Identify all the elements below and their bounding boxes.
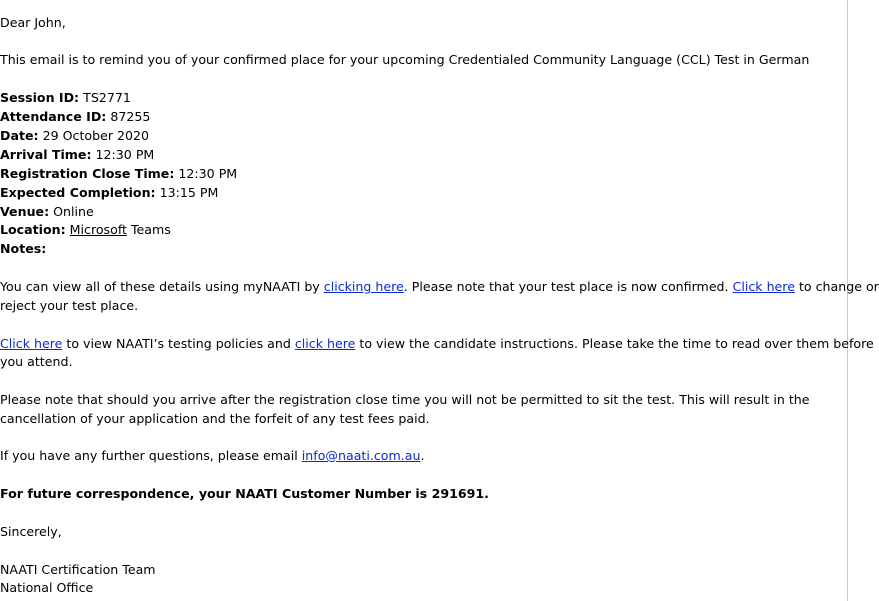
session-id-label: Session ID: [0, 90, 80, 105]
date-label: Date: [0, 128, 39, 143]
intro-paragraph: This email is to remind you of your confirmed place for your upcoming Credentialed Community Language (CCL) Test in German [0, 52, 810, 67]
notes-row [0, 240, 46, 258]
notes-label: Notes: [0, 241, 47, 256]
view-details-paragraph-line1: You can view all of these details using myNAATI by clicking here. Please note that your test place is now confirmed. Click here to change or [0, 279, 879, 294]
attendance-id-value: 87255 [110, 109, 151, 124]
location-label: Location: [0, 222, 66, 237]
location-row [0, 221, 171, 239]
date-row [0, 127, 149, 145]
registration-close-label: Registration Close Time: [0, 166, 175, 181]
session-id-row [0, 89, 131, 107]
testing-policies-link[interactable]: Click here [0, 336, 63, 351]
questions-paragraph: If you have any further questions, please email info@naati.com.au. [0, 448, 425, 463]
customer-number-line: For future correspondence, your NAATI Customer Number is 291691. [0, 486, 489, 501]
venue-value: Online [53, 204, 94, 219]
expected-completion-value: 13:15 PM [159, 185, 219, 200]
expected-completion-label: Expected Completion: [0, 185, 156, 200]
view-details-paragraph-line2: reject your test place. [0, 298, 139, 313]
arrival-time-row [0, 146, 154, 164]
location-value-microsoft: Microsoft [69, 222, 127, 237]
venue-row [0, 203, 94, 221]
policies-paragraph-line2: you attend. [0, 354, 73, 369]
change-test-place-link[interactable]: Click here [732, 279, 795, 294]
policies-paragraph-line1: Click here to view NAATI’s testing policies and click here to view the candidate instructions. Please take the time to read over them before [0, 336, 874, 351]
signature-office: National Office [0, 580, 94, 595]
clicking-here-link[interactable]: clicking here [323, 279, 404, 294]
attendance-id-row [0, 108, 150, 126]
registration-close-row [0, 165, 237, 183]
late-arrival-paragraph-line2: cancellation of your application and the forfeit of any test fees paid. [0, 411, 430, 426]
arrival-time-value: 12:30 PM [95, 147, 155, 162]
date-value: 29 October 2020 [42, 128, 150, 143]
attendance-id-label: Attendance ID: [0, 109, 107, 124]
location-value-teams: Teams [126, 222, 171, 237]
late-arrival-paragraph-line1: Please note that should you arrive after the registration close time you will not be permitted to sit the test. This will result in the [0, 392, 810, 407]
expected-completion-row [0, 184, 218, 202]
session-id-value: TS2771 [83, 90, 131, 105]
arrival-time-label: Arrival Time: [0, 147, 92, 162]
candidate-instructions-link[interactable]: click here [294, 336, 356, 351]
registration-close-value: 12:30 PM [178, 166, 238, 181]
email-link[interactable]: info@naati.com.au [301, 448, 421, 463]
signature-team: NAATI Certification Team [0, 562, 156, 577]
greeting: Dear John, [0, 15, 66, 30]
signoff: Sincerely, [0, 524, 62, 539]
venue-label: Venue: [0, 204, 50, 219]
